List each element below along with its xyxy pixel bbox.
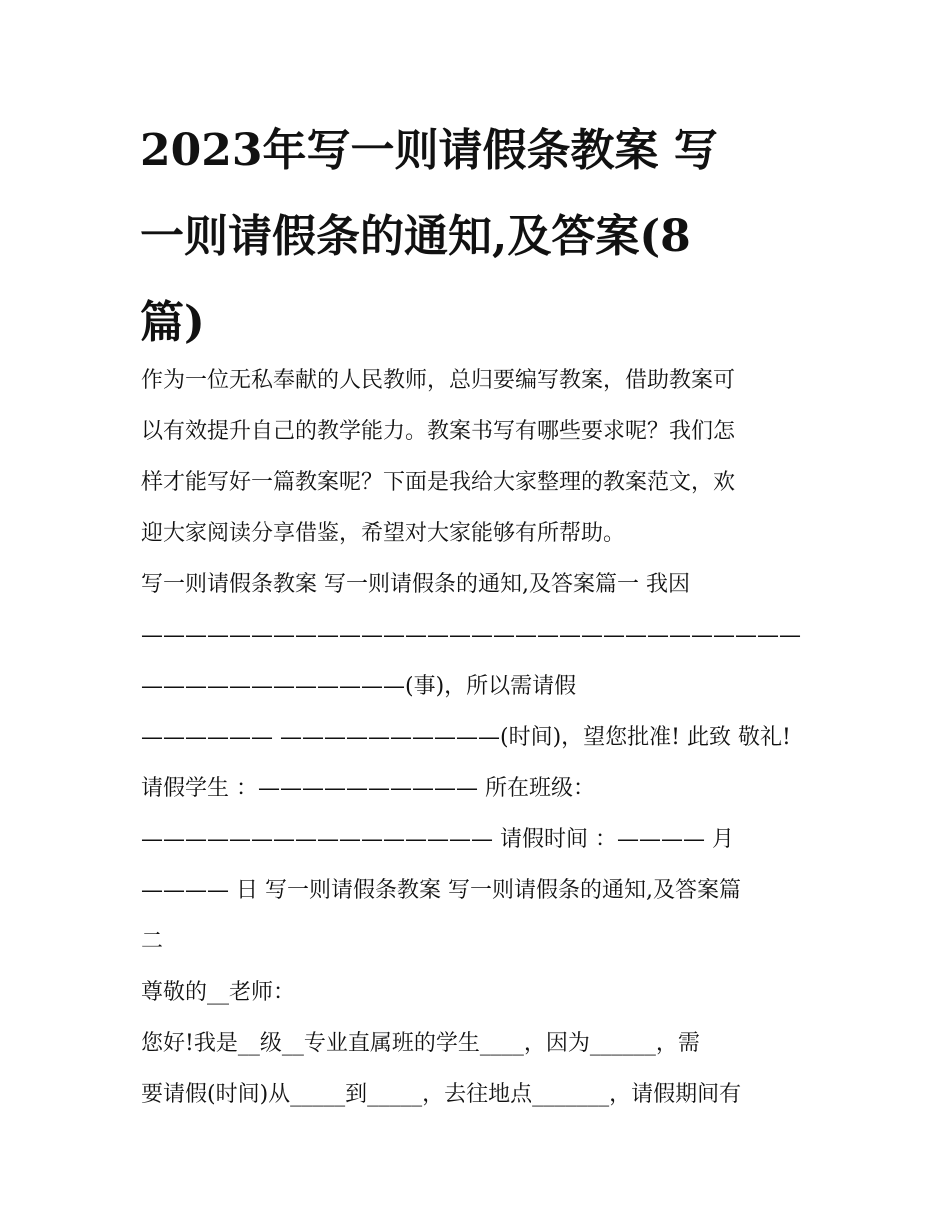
- body-line: 请假学生 ：—————————— 所在班级：: [141, 776, 595, 801]
- body-line: —————— ——————————(时间)，望您批准! 此致 敬礼!: [141, 725, 791, 750]
- title-line: 篇): [140, 297, 205, 348]
- title-line: 2023年写一则请假条教案 写: [140, 125, 718, 176]
- body-line: 作为一位无私奉献的人民教师，总归要编写教案，借助教案可: [141, 368, 736, 393]
- document-title: [140, 108, 820, 366]
- body-line: 尊敬的__老师：: [141, 980, 296, 1005]
- body-line: 二: [141, 929, 164, 954]
- title-line: 一则请假条的通知,及答案(8: [140, 211, 691, 262]
- body-line: 迎大家阅读分享借鉴，希望对大家能够有所帮助。: [141, 521, 626, 546]
- body-line: 写一则请假条教案 写一则请假条的通知,及答案篇一 我因: [141, 572, 690, 597]
- body-line: 样才能写好一篇教案呢？下面是我给大家整理的教案范文，欢: [141, 470, 736, 495]
- body-line: ———————————————— 请假时间 ：———— 月: [141, 827, 734, 852]
- body-line: 以有效提升自己的教学能力。教案书写有哪些要求呢？我们怎: [141, 419, 736, 444]
- body-line: ———— 日 写一则请假条教案 写一则请假条的通知,及答案篇: [141, 878, 741, 903]
- body-line: ————————————(事)，所以需请假: [141, 674, 577, 699]
- document-body: [141, 355, 821, 1120]
- body-line: 要请假(时间)从_____到_____，去往地点_______，请假期间有: [141, 1082, 742, 1107]
- body-line: 您好!我是__级__专业直属班的学生____，因为______，需: [141, 1031, 700, 1056]
- body-line: ——————————————————————————————: [141, 623, 801, 648]
